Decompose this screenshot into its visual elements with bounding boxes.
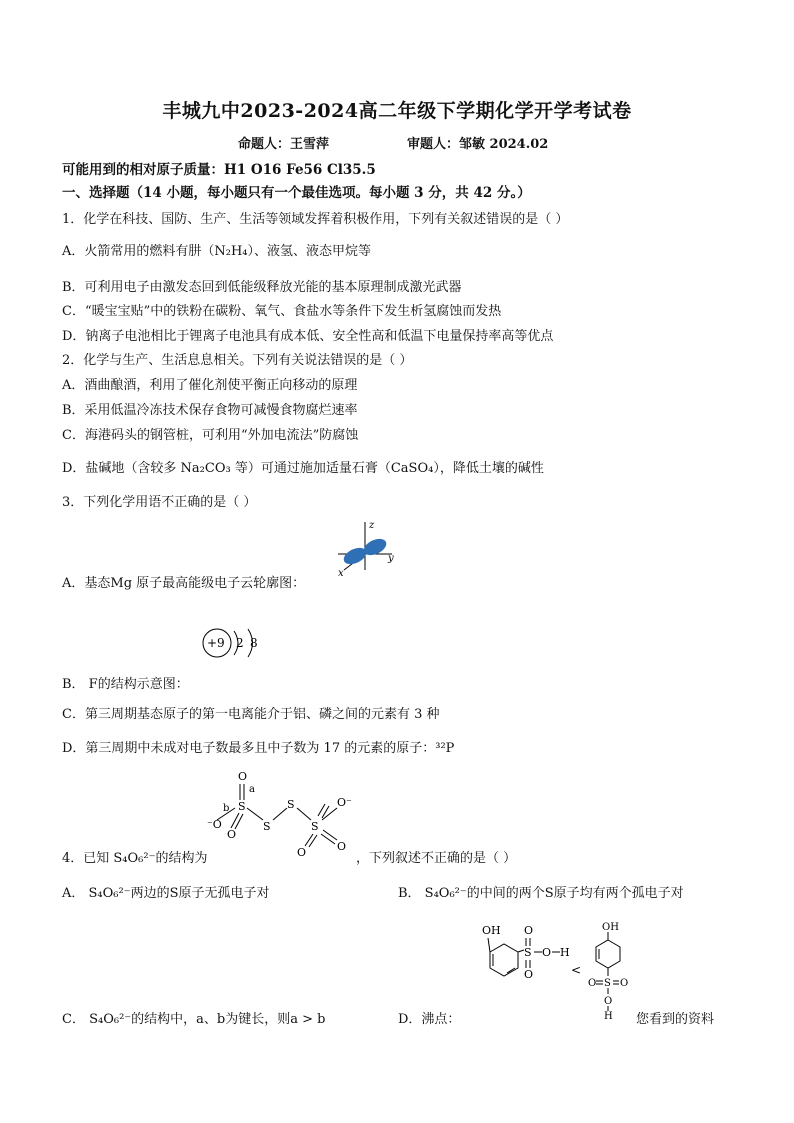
ortho-oh: OH [482, 924, 501, 937]
q1-option-b: B．可利用电子由激发态回到低能级释放光能的基本原理制成激光武器 [62, 280, 462, 295]
fluorine-structure-diagram [198, 626, 266, 660]
q3-stem: 3．下列化学用语不正确的是（ ） [62, 495, 257, 510]
q3-option-a: A．基态Mg 原子最高能级电子云轮廓图： [62, 576, 306, 591]
bond-label-b: b [223, 803, 230, 814]
para-s: S [604, 978, 611, 989]
s4o6-structure [205, 768, 365, 858]
q3-option-b: B． F的结构示意图： [62, 677, 189, 692]
q4-option-b: B． S₄O₆²⁻的中间的两个S原子均有两个孤电子对 [398, 886, 684, 901]
q2-option-b: B．采用低温冷冻技术保存食物可减慢食物腐烂速率 [62, 403, 358, 418]
ortho-s: S [524, 946, 532, 959]
atom-o-minus-left: ⁻O [207, 818, 222, 831]
comparison-sign: < [571, 963, 582, 977]
atom-o-right: O [337, 840, 347, 853]
atom-s-3: S [287, 798, 295, 811]
atom-s-2: S [263, 820, 271, 833]
x-axis-label: x [338, 568, 344, 579]
atom-o-minus-right: O⁻ [337, 796, 352, 809]
q2-stem: 2．化学与生产、生活息息相关。下列有关说法错误的是（ ） [62, 353, 413, 368]
ortho-o-top: O [524, 924, 534, 937]
atom-o-bottom-left: O [227, 828, 237, 841]
para-o-left: O [588, 978, 597, 989]
q4-option-a: A． S₄O₆²⁻两边的S原子无孤电子对 [62, 886, 270, 901]
watermark-text: 您看到的资料 [636, 1012, 715, 1027]
atomic-mass-line: 可能用到的相对原子质量：H1 O16 Fe56 Cl35.5 [62, 162, 376, 178]
shell-1-count: 2 [236, 636, 244, 650]
atom-s-4: S [311, 820, 319, 833]
q1-option-a: A．火箭常用的燃料有肼（N₂H₄）、液氢、液态甲烷等 [62, 244, 372, 259]
q2-option-d: D．盐碱地（含较多 Na₂CO₃ 等）可通过施加适量石膏（CaSO₄），降低土壤的碱性 [62, 461, 544, 476]
section-heading: 一、选择题（14 小题，每小题只有一个最佳选项。每小题 3 分，共 42 分。） [62, 185, 531, 201]
q2-option-a: A．酒曲酿酒，利用了催化剂使平衡正向移动的原理 [62, 378, 358, 393]
q1-option-d: D．钠离子电池相比于锂离子电池具有成本低、安全性高和低温下电量保持率高等优点 [62, 329, 554, 344]
shell-2-count: 8 [250, 636, 258, 650]
ortho-h: H [560, 946, 570, 959]
reviewer-line: 审题人：邹敏 2024.02 [407, 137, 549, 152]
atom-s-1: S [238, 800, 246, 813]
page-title: 丰城九中2023-2024高二年级下学期化学开学考试卷 [162, 100, 632, 122]
y-axis-label: y [388, 553, 394, 564]
ortho-o-h: O [542, 946, 552, 959]
para-o-h: O [604, 996, 613, 1007]
q1-stem: 1．化学在科技、国防、生产、生活等领域发挥着积极作用，下列有关叙述错误的是（ ） [62, 212, 569, 227]
ortho-o-bottom: O [524, 968, 534, 981]
q2-option-c: C．海港码头的钢管桩，可利用“外加电流法”防腐蚀 [62, 428, 359, 443]
atom-o-top: O [238, 770, 248, 783]
q4-option-c: C． S₄O₆²⁻的结构中，a、b为键长，则a > b [62, 1012, 326, 1027]
q4-stem-post: ，下列叙述不正确的是（ ） [356, 851, 517, 866]
q3-option-d: D．第三周期中未成对电子数最多且中子数为 17 的元素的原子：³²P [62, 741, 455, 756]
q4-stem-pre: 4．已知 S₄O₆²⁻的结构为 [62, 851, 208, 866]
author-line: 命题人：王雪萍 [238, 137, 330, 152]
nucleus-charge: +9 [207, 636, 225, 650]
p-orbital-diagram [330, 518, 400, 580]
bond-label-a: a [249, 784, 255, 795]
sulfonic-acid-comparison [462, 918, 652, 1020]
para-h: H [604, 1011, 613, 1020]
q1-option-c: C．“暖宝宝贴”中的铁粉在碳粉、氧气、食盐水等条件下发生析氢腐蚀而发热 [62, 304, 502, 319]
atom-o-bottom-right: O [297, 846, 307, 858]
para-oh: OH [602, 922, 619, 933]
q4-option-d: D．沸点： [398, 1012, 461, 1027]
para-o-right: O [620, 978, 629, 989]
q3-option-c: C．第三周期基态原子的第一电离能介于铝、磷之间的元素有 3 种 [62, 707, 440, 722]
z-axis-label: z [369, 520, 375, 531]
